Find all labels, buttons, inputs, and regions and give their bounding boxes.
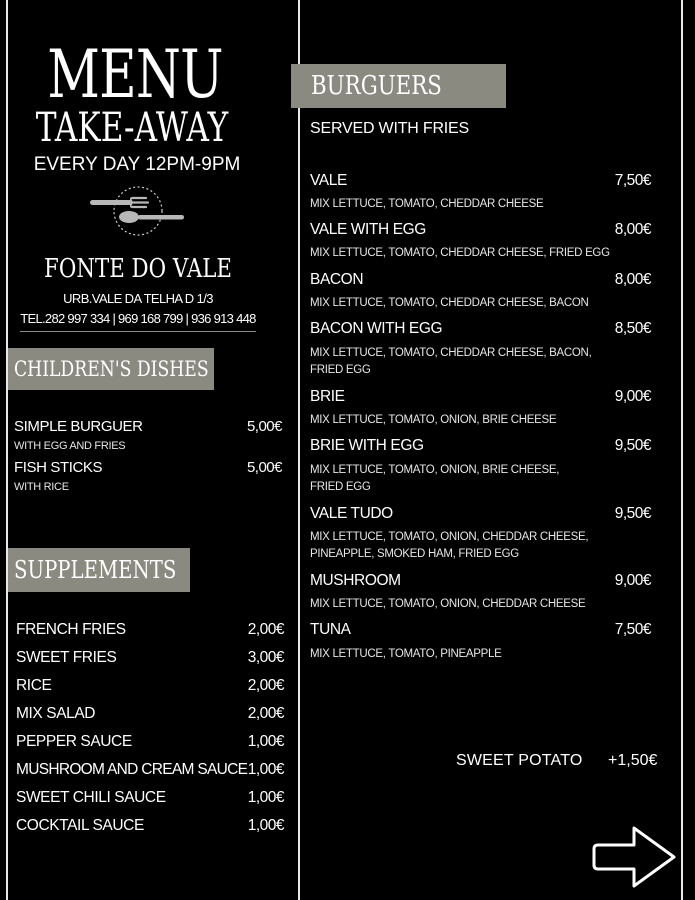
item-name: TUNA xyxy=(310,621,351,638)
item-price: 9,00€ xyxy=(614,388,651,405)
center-divider-line xyxy=(298,0,300,900)
item-name: MUSHROOM xyxy=(310,572,401,589)
item-price: 8,00€ xyxy=(614,271,651,288)
restaurant-phones: TEL.282 997 334 | 969 168 799 | 936 913 448 xyxy=(20,311,256,326)
item-description: MIX LETTUCE, TOMATO, ONION, BRIE CHEESE xyxy=(310,414,557,426)
item-name: BACON WITH EGG xyxy=(310,320,443,337)
item-price: 2,00€ xyxy=(247,705,284,722)
menu-title: MENU xyxy=(47,36,223,113)
item-name: RICE xyxy=(16,677,52,694)
item-description: MIX LETTUCE, TOMATO, PINEAPPLE xyxy=(310,648,502,660)
item-price: 8,00€ xyxy=(614,221,651,238)
supplement-item xyxy=(16,621,284,639)
item-price: 8,50€ xyxy=(614,320,651,337)
item-description: WITH EGG AND FRIES xyxy=(14,440,126,452)
item-price: 9,50€ xyxy=(614,437,651,454)
supplement-item xyxy=(16,761,284,779)
item-description: MIX LETTUCE, TOMATO, ONION, CHEDDAR CHEESE, PINEAPPLE, SMOKED HAM, FRIED EGG xyxy=(310,531,589,560)
supplement-item xyxy=(16,677,284,695)
item-name: VALE WITH EGG xyxy=(310,221,426,238)
item-description: MIX LETTUCE, TOMATO, CHEDDAR CHEESE, FRIED EGG xyxy=(310,247,610,259)
arrow-right-icon[interactable] xyxy=(592,822,680,892)
item-name: FRENCH FRIES xyxy=(16,621,126,638)
burger-item xyxy=(310,505,651,523)
item-name: MIX SALAD xyxy=(16,705,96,722)
item-description: MIX LETTUCE, TOMATO, ONION, CHEDDAR CHEESE xyxy=(310,598,586,610)
burger-item xyxy=(310,172,651,190)
supplement-item xyxy=(16,705,284,723)
item-description: MIX LETTUCE, TOMATO, CHEDDAR CHEESE xyxy=(310,198,544,210)
left-border-line xyxy=(6,0,8,900)
restaurant-name: FONTE DO VALE xyxy=(44,254,232,284)
item-price: 3,00€ xyxy=(247,649,284,666)
item-price: 9,00€ xyxy=(614,572,651,589)
item-price: 2,00€ xyxy=(247,621,284,638)
item-price: 2,00€ xyxy=(247,677,284,694)
item-price: 9,50€ xyxy=(614,505,651,522)
burgers-section-header xyxy=(291,64,506,108)
item-name: COCKTAIL SAUCE xyxy=(16,817,144,834)
item-description: MIX LETTUCE, TOMATO, ONION, BRIE CHEESE, FRIED EGG xyxy=(310,464,560,493)
children-section-header xyxy=(8,348,214,390)
item-name: SWEET CHILI SAUCE xyxy=(16,789,166,806)
burger-item xyxy=(310,320,651,338)
item-price: 7,50€ xyxy=(614,621,651,638)
item-price: 5,00€ xyxy=(246,418,282,435)
right-border-line xyxy=(681,0,683,900)
item-price: 5,00€ xyxy=(246,459,282,476)
item-description: MIX LETTUCE, TOMATO, CHEDDAR CHEESE, BACON, FRIED EGG xyxy=(310,347,592,376)
item-price: 1,00€ xyxy=(247,789,284,806)
burger-item xyxy=(310,621,651,639)
supplement-item xyxy=(16,817,284,835)
supplements-section-title: SUPPLEMENTS xyxy=(14,556,177,584)
burgers-section-title: BURGUERS xyxy=(311,71,442,101)
fork-spoon-icon xyxy=(88,184,188,240)
item-description: WITH RICE xyxy=(14,481,69,493)
children-item xyxy=(14,418,282,435)
supplement-item xyxy=(16,733,284,751)
burger-item xyxy=(310,437,651,455)
supplements-section-header xyxy=(8,548,190,592)
item-name: PEPPER SAUCE xyxy=(16,733,132,750)
children-section-title: CHILDREN'S DISHES xyxy=(14,357,209,381)
item-name: VALE xyxy=(310,172,347,189)
opening-hours: EVERY DAY 12PM-9PM xyxy=(33,154,241,175)
sweet-potato-extra: SWEET POTATO xyxy=(456,752,583,769)
item-name: MUSHROOM AND CREAM SAUCE xyxy=(16,761,248,778)
item-price: 1,00€ xyxy=(247,733,284,750)
item-name: VALE TUDO xyxy=(310,505,393,522)
item-name: SIMPLE BURGUER xyxy=(14,418,143,435)
burger-item xyxy=(310,221,651,239)
burger-item xyxy=(310,388,651,406)
burgers-served-note: SERVED WITH FRIES xyxy=(310,120,469,137)
item-name: SWEET FRIES xyxy=(16,649,117,666)
supplement-item xyxy=(16,649,284,667)
supplement-item xyxy=(16,789,284,807)
item-price: 1,00€ xyxy=(247,761,284,778)
children-item xyxy=(14,459,282,476)
item-description: MIX LETTUCE, TOMATO, CHEDDAR CHEESE, BACON xyxy=(310,297,589,309)
item-name: BRIE xyxy=(310,388,345,405)
burger-item xyxy=(310,271,651,289)
item-name: BRIE WITH EGG xyxy=(310,437,424,454)
item-price: 7,50€ xyxy=(614,172,651,189)
info-divider xyxy=(20,331,256,332)
sweet-potato-price: +1,50€ xyxy=(608,752,658,769)
item-name: BACON xyxy=(310,271,364,288)
restaurant-address: URB.VALE DA TELHA D 1/3 xyxy=(63,291,213,306)
item-price: 1,00€ xyxy=(247,817,284,834)
burger-item xyxy=(310,572,651,590)
item-name: FISH STICKS xyxy=(14,459,103,476)
menu-subtitle: TAKE-AWAY xyxy=(35,105,229,151)
